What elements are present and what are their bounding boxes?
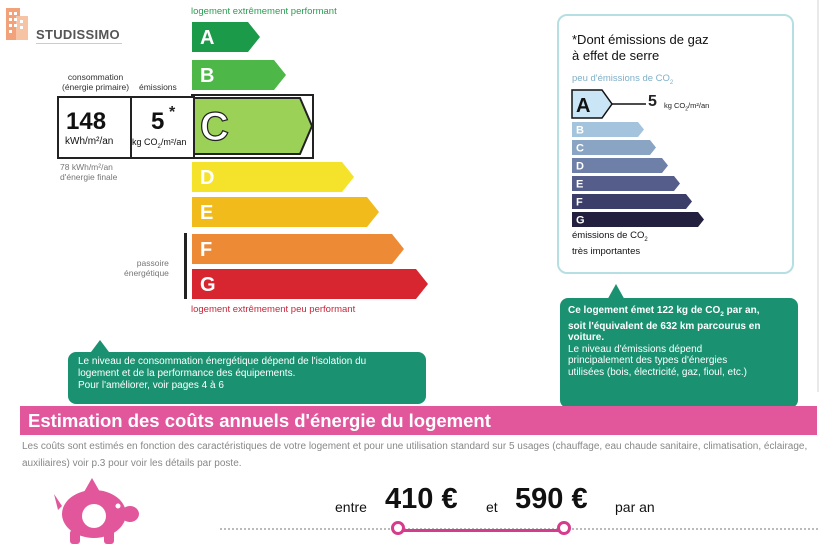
emissions-label: émissions: [139, 82, 177, 92]
dpe-class-d-letter: D: [200, 167, 215, 189]
ges-class-d-letter: D: [576, 160, 584, 173]
energy-value: 148: [66, 108, 107, 135]
ges-low-label: peu d'émissions de $CO_2$: [572, 73, 674, 86]
cost-high: 590 €: [515, 483, 588, 515]
ges-panel-value: 5: [648, 93, 657, 110]
dpe-class-b-letter: B: [200, 65, 215, 87]
and-label: et: [486, 499, 498, 515]
cost-low: 410 €: [385, 483, 458, 515]
ges-class-a-letter: A: [576, 95, 591, 117]
info-right: [560, 298, 798, 408]
dpe-class-g-letter: G: [200, 274, 216, 296]
ges-title: *Dont émissions de gaz à effet de serre: [572, 32, 709, 63]
cost-high-marker: [557, 521, 571, 535]
ges-value: 5: [151, 108, 165, 135]
final-energy: 78 kWh/m²/an d'énergie finale: [60, 162, 118, 182]
info-right-text: Le niveau d'émissions dépend principalement des types d'énergies utilisées (bois, électricité, gaz, fioul, etc.): [568, 343, 747, 378]
dpe-class-f-letter: F: [200, 239, 213, 261]
cost-description: Les coûts sont estimés en fonction des caractéristiques de votre logement et pour une utilisation standard sur 5 usages (chauffage, eau chaude sanitaire, climatisation, éclairage, auxiliaires) voir p.3 pour voir les détails par poste.: [22, 441, 808, 469]
ges-class-e-letter: E: [576, 178, 584, 191]
ges-high-label: émissions de $CO_2$ très importantes: [572, 230, 648, 257]
info-right-bold: Ce logement émet 122 kg de $CO_2$ par an, soit l'équivalent de 632 km parcourus en voiture.: [568, 305, 761, 343]
piggy-euro: €: [86, 488, 96, 507]
cost-range-bar: [398, 529, 564, 532]
ges-panel-unit: kg $CO_2/m^2/an$: [664, 101, 710, 113]
ges-class-f-letter: F: [576, 196, 583, 209]
caption-bottom: logement extrêmement peu performant: [191, 304, 356, 315]
caption-top: logement extrêmement performant: [191, 6, 337, 17]
ges-unit: kg $CO_2/m^2/an$: [132, 137, 187, 150]
ges-star: *: [169, 104, 176, 121]
between-label: entre: [335, 499, 367, 515]
ges-class-b-letter: B: [576, 124, 584, 137]
cost-title: Estimation des coûts annuels d'énergie du logement: [28, 410, 491, 431]
info-left: Le niveau de consommation énergétique dépend de l'isolation du logement et de la performance des équipements. Pour l'améliorer, voir pages 4 à 6: [68, 352, 426, 404]
piggy-bank-icon: [48, 474, 144, 546]
ges-class-c-letter: C: [576, 142, 584, 155]
dpe-class-e-letter: E: [200, 202, 214, 224]
dpe-class-c-letter: C: [200, 105, 229, 149]
dpe-class-a-letter: A: [200, 27, 215, 49]
energy-unit: kWh/m²/an: [65, 136, 114, 147]
cost-low-marker: [391, 521, 405, 535]
ges-class-g-letter: G: [576, 214, 585, 227]
consumption-label: consommation (énergie primaire): [62, 72, 130, 92]
passoire-label: passoire énergétique: [124, 258, 169, 278]
brand-name: STUDISSIMO: [36, 27, 120, 42]
per-year-label: par an: [615, 499, 655, 515]
